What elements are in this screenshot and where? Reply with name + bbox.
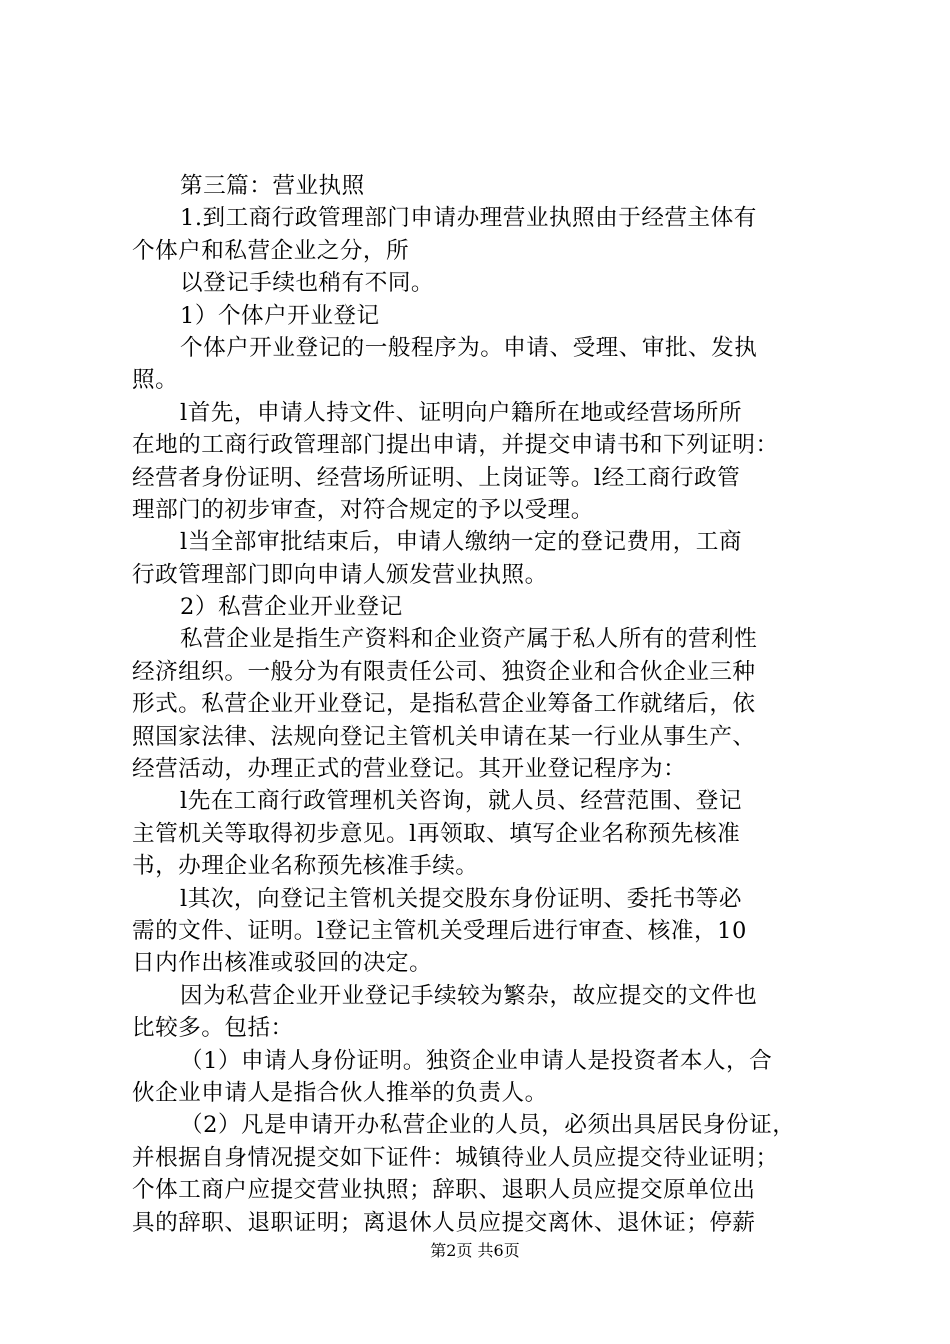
text-line: l首先，申请人持文件、证明向户籍所在地或经营场所所 (180, 399, 742, 426)
text-line: 比较多。包括： (132, 1015, 294, 1042)
text-line: 个体户开业登记的一般程序为。申请、受理、审批、发执 (180, 334, 758, 361)
text-line: 照。 (132, 367, 179, 394)
text-line: 私营企业是指生产资料和企业资产属于私人所有的营利性 (180, 626, 758, 653)
text-line: l先在工商行政管理机关咨询，就人员、经营范围、登记 (180, 788, 742, 815)
text-line: 经营活动，办理正式的营业登记。其开业登记程序为： (132, 756, 687, 783)
text-line: 具的辞职、退职证明；离退休人员应提交离休、退休证；停薪 (132, 1209, 756, 1236)
text-line: 经济组织。一般分为有限责任公司、独资企业和合伙企业三种 (132, 658, 756, 685)
text-line: 主管机关等取得初步意见。l再领取、填写企业名称预先核准 (132, 820, 741, 847)
text-line: 经营者身份证明、经营场所证明、上岗证等。l经工商行政管 (132, 464, 741, 491)
text-line: 并根据自身情况提交如下证件：城镇待业人员应提交待业证明； (132, 1144, 779, 1171)
text-line: 1）个体户开业登记 (180, 302, 380, 329)
document-body (132, 170, 832, 1239)
text-line: 理部门的初步审查，对符合规定的予以受理。 (132, 496, 594, 523)
text-line: 个体工商户应提交营业执照；辞职、退职人员应提交原单位出 (132, 1177, 756, 1204)
text-line: 伙企业申请人是指合伙人推举的负责人。 (132, 1079, 548, 1106)
text-line: 照国家法律、法规向登记主管机关申请在某一行业从事生产、 (132, 723, 756, 750)
text-line: 第三篇：营业执照 (180, 173, 365, 199)
text-line: 个体户和私营企业之分，所 (132, 237, 410, 264)
text-line: 以登记手续也稍有不同。 (180, 270, 435, 297)
page-footer: 第2页 共6页 (430, 1241, 520, 1260)
text-line: 日内作出核准或驳回的决定。 (132, 950, 433, 977)
text-line: 行政管理部门即向申请人颁发营业执照。 (132, 561, 548, 588)
text-line: （1）申请人身份证明。独资企业申请人是投资者本人，合 (180, 1047, 773, 1074)
text-line: 2）私营企业开业登记 (180, 594, 403, 621)
text-line: l当全部审批结束后，申请人缴纳一定的登记费用，工商 (180, 529, 742, 556)
text-line: l其次，向登记主管机关提交股东身份证明、委托书等必 (180, 885, 742, 912)
text-line: 在地的工商行政管理部门提出申请，并提交申请书和下列证明： (132, 432, 779, 459)
text-line: 书，办理企业名称预先核准手续。 (132, 853, 479, 880)
text-line: 因为私营企业开业登记手续较为繁杂，故应提交的文件也 (180, 982, 758, 1009)
text-line: （2）凡是申请开办私营企业的人员，必须出具居民身份证， (180, 1112, 796, 1139)
text-line: 形式。私营企业开业登记，是指私营企业筹备工作就绪后，依 (132, 691, 756, 718)
text-line: 1.到工商行政管理部门申请办理营业执照由于经营主体有 (180, 205, 757, 232)
text-line: 需的文件、证明。l登记主管机关受理后进行审查、核准，10 (132, 917, 747, 944)
